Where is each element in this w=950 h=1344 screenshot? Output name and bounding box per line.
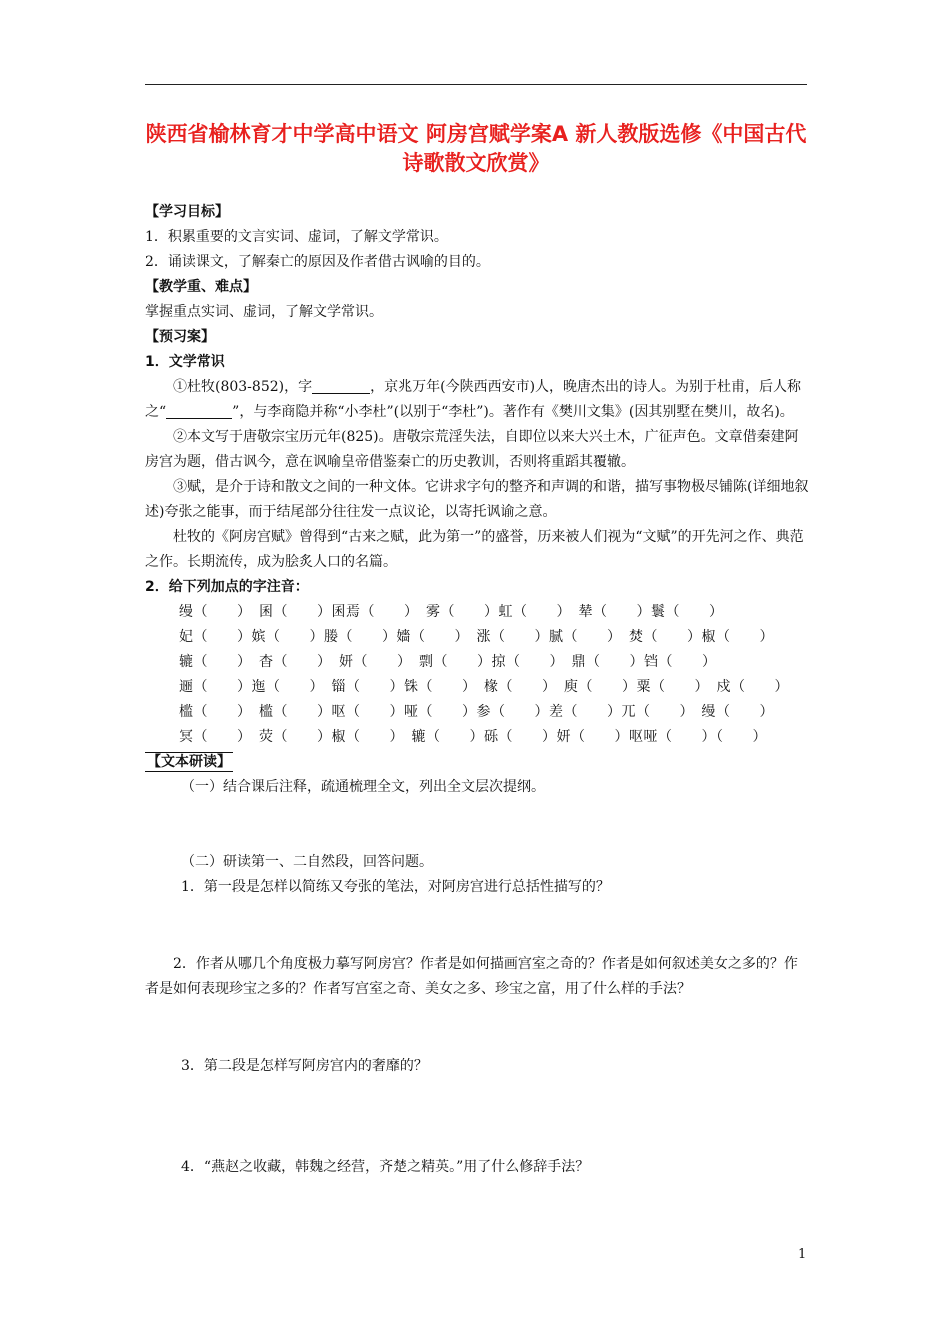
literature-item-1 [145, 375, 811, 425]
answer-space[interactable] [145, 800, 811, 850]
literature-heading: 1．文学常识 [145, 354, 225, 370]
study-task-2: （二）研读第一、二自然段，回答问题。 [181, 854, 433, 870]
preview-heading: 【预习案】 [145, 329, 215, 345]
pinyin-row: 缦（ ） 囷（ ）囷焉（ ） 雾（ ）虹（ ） 辇（ ）鬟（ ） [179, 604, 724, 620]
document-body [145, 200, 811, 1180]
goal-2: 2．诵读课文，了解秦亡的原因及作者借古讽喻的目的。 [145, 254, 490, 270]
pinyin-heading: 2．给下列加点的字注音： [145, 579, 309, 595]
literature-item-1-part-a: ①杜牧(803-852)，字 [173, 379, 313, 395]
literature-item-1-part-b: ，京兆万年(今陕西西安市)人，晚唐杰出的诗人。为别于杜甫，后人称之“ [145, 379, 802, 420]
literature-item-4: 杜牧的《阿房宫赋》曾得到“古来之赋，此为第一”的盛誉，历来被人们视为“文赋”的开先河之作、典范之作。长期流传，成为脍炙人口的名篇。 [145, 529, 804, 570]
goal-1: 1．积累重要的文言实词、虚词，了解文学常识。 [145, 229, 448, 245]
fill-blank-nickname[interactable] [166, 402, 232, 419]
key-points-text: 掌握重点实词、虚词，了解文学常识。 [145, 304, 383, 320]
question-2: 2．作者从哪几个角度极力摹写阿房宫？作者是如何描画宫室之奇的？作者是如何叙述美女之多的？作者是如何表现珍宝之多的？作者写宫室之奇、美女之多、珍宝之富，用了什么样的手法？ [145, 956, 798, 997]
literature-item-2: ②本文写于唐敬宗宝历元年(825)。唐敬宗荒淫失法，自即位以来大兴土木，广征声色。文章借秦建阿房宫为题，借古讽今，意在讽喻皇帝借鉴秦亡的历史教训，否则将重蹈其覆辙。 [145, 429, 799, 470]
text-study-heading: 【文本研读】 [147, 754, 231, 770]
answer-space[interactable] [145, 1002, 811, 1054]
literature-item-1-part-c: ”，与李商隐并称“小李杜”(以别于“李杜”)。著作有《樊川文集》(因其别墅在樊川，故名)。 [232, 404, 794, 420]
pinyin-row: 辘（ ） 杳（ ） 妍（ ） 剽（ ）掠（ ） 鼎（ ）铛（ ） [179, 654, 717, 670]
question-4: 4．“燕赵之收藏，韩魏之经营，齐楚之精英。”用了什么修辞手法？ [181, 1159, 590, 1175]
key-points-heading: 【教学重、难点】 [145, 279, 257, 295]
question-3: 3．第二段是怎样写阿房宫内的奢靡的？ [181, 1058, 428, 1074]
document-title: 陕西省榆林育才中学高中语文 阿房宫赋学案A 新人教版选修《中国古代诗歌散文欣赏》 [145, 122, 807, 175]
page-number: 1 [798, 1247, 807, 1262]
pinyin-row: 逦（ ）迤（ ） 锱（ ）铢（ ） 椽（ ） 庾（ ）粟（ ） 戍（ ） [179, 679, 789, 695]
study-task-1: （一）结合课后注释，疏通梳理全文，列出全文层次提纲。 [181, 779, 545, 795]
question-1: 1．第一段是怎样以简练又夸张的笔法，对阿房宫进行总括性描写的？ [181, 879, 610, 895]
pinyin-row: 妃（ ）嫔（ ）媵（ ）嬙（ ） 涨（ ）腻（ ） 焚（ ）椒（ ） [179, 629, 774, 645]
fill-blank-courtesy-name[interactable] [312, 377, 370, 394]
literature-item-3: ③赋，是介于诗和散文之间的一种文体。它讲求字句的整齐和声调的和谐，描写事物极尽铺陈(详细地叙述)夸张之能事，而于结尾部分往往发一点议论，以寄托讽谕之意。 [145, 479, 809, 520]
answer-space[interactable] [145, 1079, 811, 1155]
goals-heading: 【学习目标】 [145, 204, 229, 220]
pinyin-row: 槛（ ） 槛（ ）呕（ ）哑（ ）参（ ）差（ ）兀（ ） 缦（ ） [179, 704, 774, 720]
answer-space[interactable] [145, 900, 811, 952]
pinyin-row: 冥（ ） 荧（ ）椒（ ） 辘（ ）砾（ ）妍（ ）呕哑（ ）（ ） [179, 729, 767, 745]
header-rule [145, 84, 807, 85]
